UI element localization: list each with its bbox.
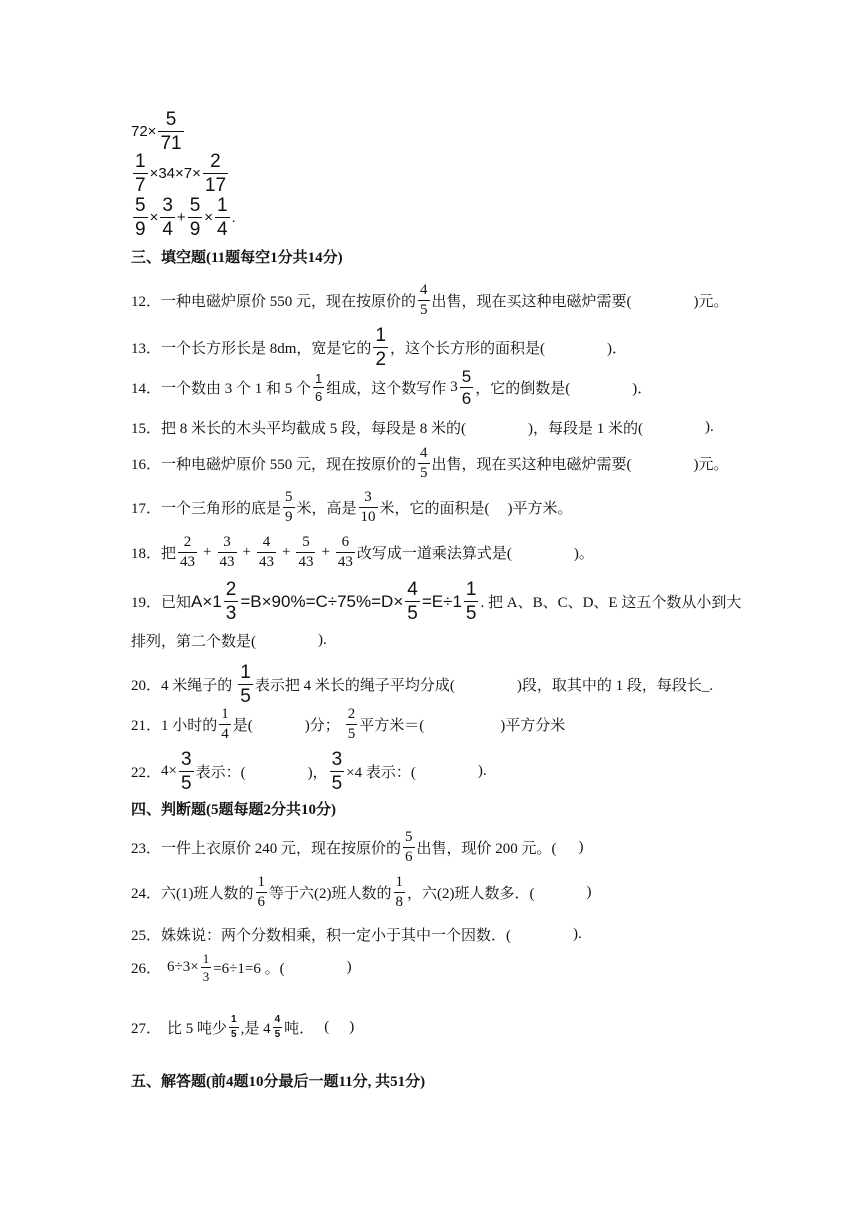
fraction bbox=[373, 326, 388, 369]
fraction bbox=[238, 663, 253, 706]
fraction bbox=[219, 707, 231, 742]
question-23 bbox=[131, 830, 584, 865]
numerator: 1 bbox=[375, 325, 387, 346]
fraction bbox=[403, 830, 415, 865]
denominator: 5 bbox=[231, 1029, 237, 1040]
question-text: 组成，这个数写作 bbox=[326, 381, 447, 397]
fraction bbox=[133, 196, 148, 239]
question-text: ). bbox=[705, 419, 714, 435]
question-text: 是( bbox=[232, 718, 253, 734]
plus-sign: + bbox=[281, 544, 291, 560]
question-number: 27． bbox=[131, 1021, 162, 1037]
denominator: 2 bbox=[375, 349, 387, 370]
question-number: 15． bbox=[131, 421, 162, 437]
equation-text: A×1 bbox=[191, 591, 222, 611]
question-text: 把 bbox=[161, 546, 177, 562]
question-text: 一种电磁炉原价 550 元，现在按原价的 bbox=[161, 294, 417, 310]
numerator: 1 bbox=[221, 706, 229, 722]
numerator: 1 bbox=[395, 874, 404, 890]
fraction bbox=[201, 952, 212, 983]
numerator: 5 bbox=[302, 534, 310, 550]
fraction bbox=[273, 1015, 283, 1040]
question-text: 出售，现在买这种电磁炉需要( bbox=[431, 457, 632, 473]
fraction bbox=[215, 196, 230, 239]
numerator: 2 bbox=[183, 534, 192, 550]
expression-1 bbox=[131, 110, 186, 153]
question-18 bbox=[131, 535, 594, 570]
question-text: ，这个长方形的面积是( bbox=[390, 341, 546, 357]
fraction bbox=[160, 196, 175, 239]
question-text: 姝姝说：两个分数相乘，积一定小于其中一个因数．( bbox=[161, 928, 512, 944]
question-number: 21． bbox=[131, 718, 162, 734]
question-19-continued bbox=[131, 630, 327, 651]
fraction bbox=[405, 580, 420, 623]
question-text: 4 米绳子的 bbox=[161, 678, 233, 694]
fraction bbox=[359, 490, 378, 525]
denominator: 3 bbox=[225, 603, 237, 624]
numerator: 1 bbox=[465, 579, 477, 600]
denominator: 8 bbox=[395, 894, 404, 910]
fraction bbox=[257, 535, 276, 570]
numerator: 2 bbox=[347, 706, 356, 722]
fraction bbox=[283, 490, 295, 525]
numerator: 3 bbox=[364, 489, 372, 505]
question-text: ). bbox=[477, 763, 487, 779]
question-number: 12． bbox=[131, 294, 162, 310]
denominator: 5 bbox=[420, 465, 428, 481]
question-text: =6÷1=6 。( bbox=[213, 961, 285, 977]
question-25 bbox=[131, 924, 582, 945]
question-text: 6÷3× bbox=[167, 959, 199, 975]
expression-text: 72× bbox=[131, 123, 157, 140]
question-text: 米，它的面积是( bbox=[379, 501, 490, 517]
question-number: 22． bbox=[131, 765, 162, 781]
question-number: 14． bbox=[131, 381, 162, 397]
question-13 bbox=[131, 326, 627, 369]
question-text: 平方米＝( bbox=[359, 718, 425, 734]
fraction bbox=[346, 707, 358, 742]
question-text: 比 5 吨少 bbox=[167, 1021, 228, 1037]
question-text: 六(1)班人数的 bbox=[161, 886, 254, 902]
question-text: 表示：( bbox=[195, 765, 246, 781]
question-text: ) bbox=[586, 884, 592, 900]
denominator: 6 bbox=[257, 894, 266, 910]
question-text: 一种电磁炉原价 550 元，现在按原价的 bbox=[161, 457, 417, 473]
question-text: 等于六(2)班人数的 bbox=[269, 886, 392, 902]
question-text: )． bbox=[607, 341, 628, 357]
question-20 bbox=[131, 663, 713, 706]
question-text: )段，取其中的 1 段，每段长_. bbox=[516, 678, 714, 694]
fraction bbox=[179, 750, 194, 793]
denominator: 9 bbox=[135, 219, 146, 240]
numerator: 5 bbox=[461, 367, 472, 386]
denominator: 4 bbox=[217, 219, 228, 240]
denominator: 5 bbox=[331, 773, 343, 794]
expression-3 bbox=[131, 196, 236, 239]
equation-text: =B×90%=C÷75%=D× bbox=[240, 591, 404, 611]
question-text: ). bbox=[318, 632, 327, 648]
fraction bbox=[256, 875, 268, 910]
equation-text: =E÷1 bbox=[421, 591, 462, 611]
question-21 bbox=[131, 707, 565, 742]
question-text: )平方分米 bbox=[500, 718, 566, 734]
numerator: 2 bbox=[210, 151, 221, 172]
section-heading bbox=[131, 246, 343, 267]
fraction bbox=[460, 368, 473, 407]
question-text: )分； bbox=[304, 718, 340, 734]
denominator: 4 bbox=[162, 219, 173, 240]
fraction bbox=[224, 580, 239, 623]
question-16 bbox=[131, 446, 729, 481]
plus-sign: + bbox=[321, 544, 330, 560]
fraction bbox=[313, 372, 324, 403]
fraction bbox=[418, 283, 430, 318]
fraction bbox=[418, 446, 430, 481]
denominator: 7 bbox=[135, 175, 146, 196]
question-number: 17． bbox=[131, 501, 162, 517]
question-text: . 把 A、B、C、D、E 这五个数从小到大 bbox=[480, 595, 742, 611]
question-text: ). bbox=[573, 926, 582, 942]
question-15 bbox=[131, 417, 714, 438]
operator: × bbox=[204, 209, 214, 226]
question-number: 19． bbox=[131, 595, 162, 611]
denominator: 43 bbox=[219, 554, 235, 570]
question-text: ,是 4 bbox=[240, 1021, 271, 1037]
fraction bbox=[330, 750, 345, 793]
section-heading bbox=[131, 1070, 425, 1091]
question-number: 23． bbox=[131, 841, 162, 857]
question-text: 1 小时的 bbox=[161, 718, 218, 734]
numerator: 3 bbox=[180, 749, 192, 770]
denominator: 4 bbox=[221, 726, 229, 742]
numerator: 1 bbox=[217, 195, 228, 216]
denominator: 5 bbox=[465, 603, 477, 624]
question-text: 出售，现在买这种电磁炉需要( bbox=[431, 294, 632, 310]
question-text: 把 8 米长的木头平均截成 5 段，每段是 8 米的( bbox=[161, 421, 467, 437]
question-text: )， bbox=[307, 765, 328, 781]
numerator: 5 bbox=[189, 195, 201, 216]
denominator: 5 bbox=[274, 1029, 281, 1040]
denominator: 6 bbox=[315, 389, 323, 404]
plus-sign: + bbox=[242, 544, 251, 560]
numerator: 4 bbox=[274, 1014, 281, 1025]
question-text: 已知 bbox=[161, 595, 192, 611]
denominator: 6 bbox=[461, 389, 472, 408]
fraction bbox=[188, 196, 203, 239]
denominator: 43 bbox=[258, 554, 274, 570]
fraction bbox=[229, 1015, 239, 1040]
fraction bbox=[394, 875, 406, 910]
fraction bbox=[296, 535, 315, 570]
denominator: 5 bbox=[180, 773, 192, 794]
expression-2 bbox=[131, 152, 230, 195]
section-heading bbox=[131, 798, 336, 819]
question-text: 排列，第二个数是( bbox=[131, 634, 256, 650]
denominator: 71 bbox=[160, 133, 182, 154]
fraction bbox=[178, 535, 197, 570]
question-19 bbox=[131, 580, 741, 623]
question-text: 出售，现价 200 元。( bbox=[416, 841, 557, 857]
denominator: 43 bbox=[180, 554, 196, 570]
denominator: 43 bbox=[337, 554, 353, 570]
question-text: 吨． bbox=[284, 1021, 315, 1037]
fraction bbox=[203, 152, 228, 195]
question-number: 26． bbox=[131, 961, 162, 977]
question-text: 米，高是 bbox=[296, 501, 357, 517]
question-22 bbox=[131, 750, 487, 793]
question-24 bbox=[131, 875, 592, 910]
question-number: 25． bbox=[131, 928, 162, 944]
question-26 bbox=[131, 952, 352, 983]
expression-text: ×34×7× bbox=[149, 165, 201, 182]
question-text: 一个长方形长是 8dm，宽是它的 bbox=[161, 341, 372, 357]
numerator: 1 bbox=[135, 151, 146, 172]
denominator: 3 bbox=[202, 969, 210, 984]
question-17 bbox=[131, 490, 573, 525]
numerator: 2 bbox=[225, 579, 237, 600]
numerator: 4 bbox=[420, 282, 428, 298]
numerator: 5 bbox=[135, 195, 146, 216]
question-14 bbox=[131, 368, 652, 407]
section-title: 三、填空题(11题每空1分共14分) bbox=[131, 250, 343, 266]
question-12 bbox=[131, 283, 729, 318]
question-number: 18． bbox=[131, 546, 162, 562]
question-text: )元。 bbox=[693, 457, 729, 473]
question-text: )． bbox=[632, 381, 653, 397]
whole-number: 3 bbox=[450, 379, 458, 395]
question-text: 一件上衣原价 240 元，现在按原价的 bbox=[161, 841, 402, 857]
question-text: ) bbox=[349, 1019, 355, 1035]
question-text: ( bbox=[324, 1019, 330, 1035]
fraction bbox=[336, 535, 355, 570]
question-text: )平方米。 bbox=[507, 501, 573, 517]
plus-sign: + bbox=[203, 544, 212, 560]
fraction bbox=[464, 580, 479, 623]
denominator: 10 bbox=[360, 509, 376, 525]
question-text: ，它的倒数是( bbox=[475, 381, 571, 397]
operator: × bbox=[149, 209, 159, 226]
question-text: )，每段是 1 米的( bbox=[528, 421, 644, 437]
question-text: ×4 表示：( bbox=[346, 765, 416, 781]
denominator: 5 bbox=[420, 302, 428, 318]
numerator: 3 bbox=[331, 749, 343, 770]
numerator: 4 bbox=[262, 534, 271, 550]
question-number: 24． bbox=[131, 886, 162, 902]
question-text: 一个数由 3 个 1 和 5 个 bbox=[161, 381, 312, 397]
numerator: 6 bbox=[341, 534, 350, 550]
question-text: 一个三角形的底是 bbox=[161, 501, 282, 517]
numerator: 3 bbox=[162, 195, 173, 216]
question-text: )。 bbox=[573, 546, 594, 562]
numerator: 1 bbox=[202, 951, 210, 966]
period: . bbox=[231, 209, 236, 226]
numerator: 5 bbox=[165, 109, 177, 130]
denominator: 5 bbox=[347, 726, 356, 742]
denominator: 9 bbox=[285, 509, 293, 525]
denominator: 43 bbox=[298, 554, 314, 570]
numerator: 1 bbox=[315, 371, 323, 386]
question-27 bbox=[131, 1015, 354, 1040]
fraction bbox=[158, 110, 183, 153]
section-title: 四、判断题(5题每题2分共10分) bbox=[131, 802, 336, 818]
question-number: 16． bbox=[131, 457, 162, 473]
section-title: 五、解答题(前4题10分最后一题11分, 共51分) bbox=[131, 1074, 426, 1090]
numerator: 1 bbox=[240, 662, 251, 683]
operator: + bbox=[176, 209, 186, 226]
question-text: ，六(2)班人数多．( bbox=[407, 886, 535, 902]
question-text: 表示把 4 米长的绳子平均分成( bbox=[254, 678, 455, 694]
numerator: 3 bbox=[223, 534, 231, 550]
question-text: ) bbox=[346, 959, 352, 975]
fraction bbox=[218, 535, 237, 570]
numerator: 5 bbox=[405, 829, 413, 845]
question-number: 13． bbox=[131, 341, 162, 357]
question-text: 4× bbox=[161, 763, 177, 779]
numerator: 4 bbox=[420, 445, 428, 461]
question-text: ) bbox=[578, 839, 584, 855]
denominator: 5 bbox=[240, 686, 251, 707]
question-text: 改写成一道乘法算式是( bbox=[356, 546, 512, 562]
numerator: 4 bbox=[407, 579, 418, 600]
denominator: 17 bbox=[204, 175, 227, 196]
numerator: 1 bbox=[257, 874, 266, 890]
question-number: 20． bbox=[131, 678, 162, 694]
numerator: 1 bbox=[231, 1014, 237, 1025]
denominator: 9 bbox=[189, 219, 201, 240]
denominator: 5 bbox=[407, 603, 418, 624]
fraction bbox=[133, 152, 148, 195]
question-text: )元。 bbox=[693, 294, 729, 310]
numerator: 5 bbox=[285, 489, 293, 505]
denominator: 6 bbox=[405, 849, 413, 865]
